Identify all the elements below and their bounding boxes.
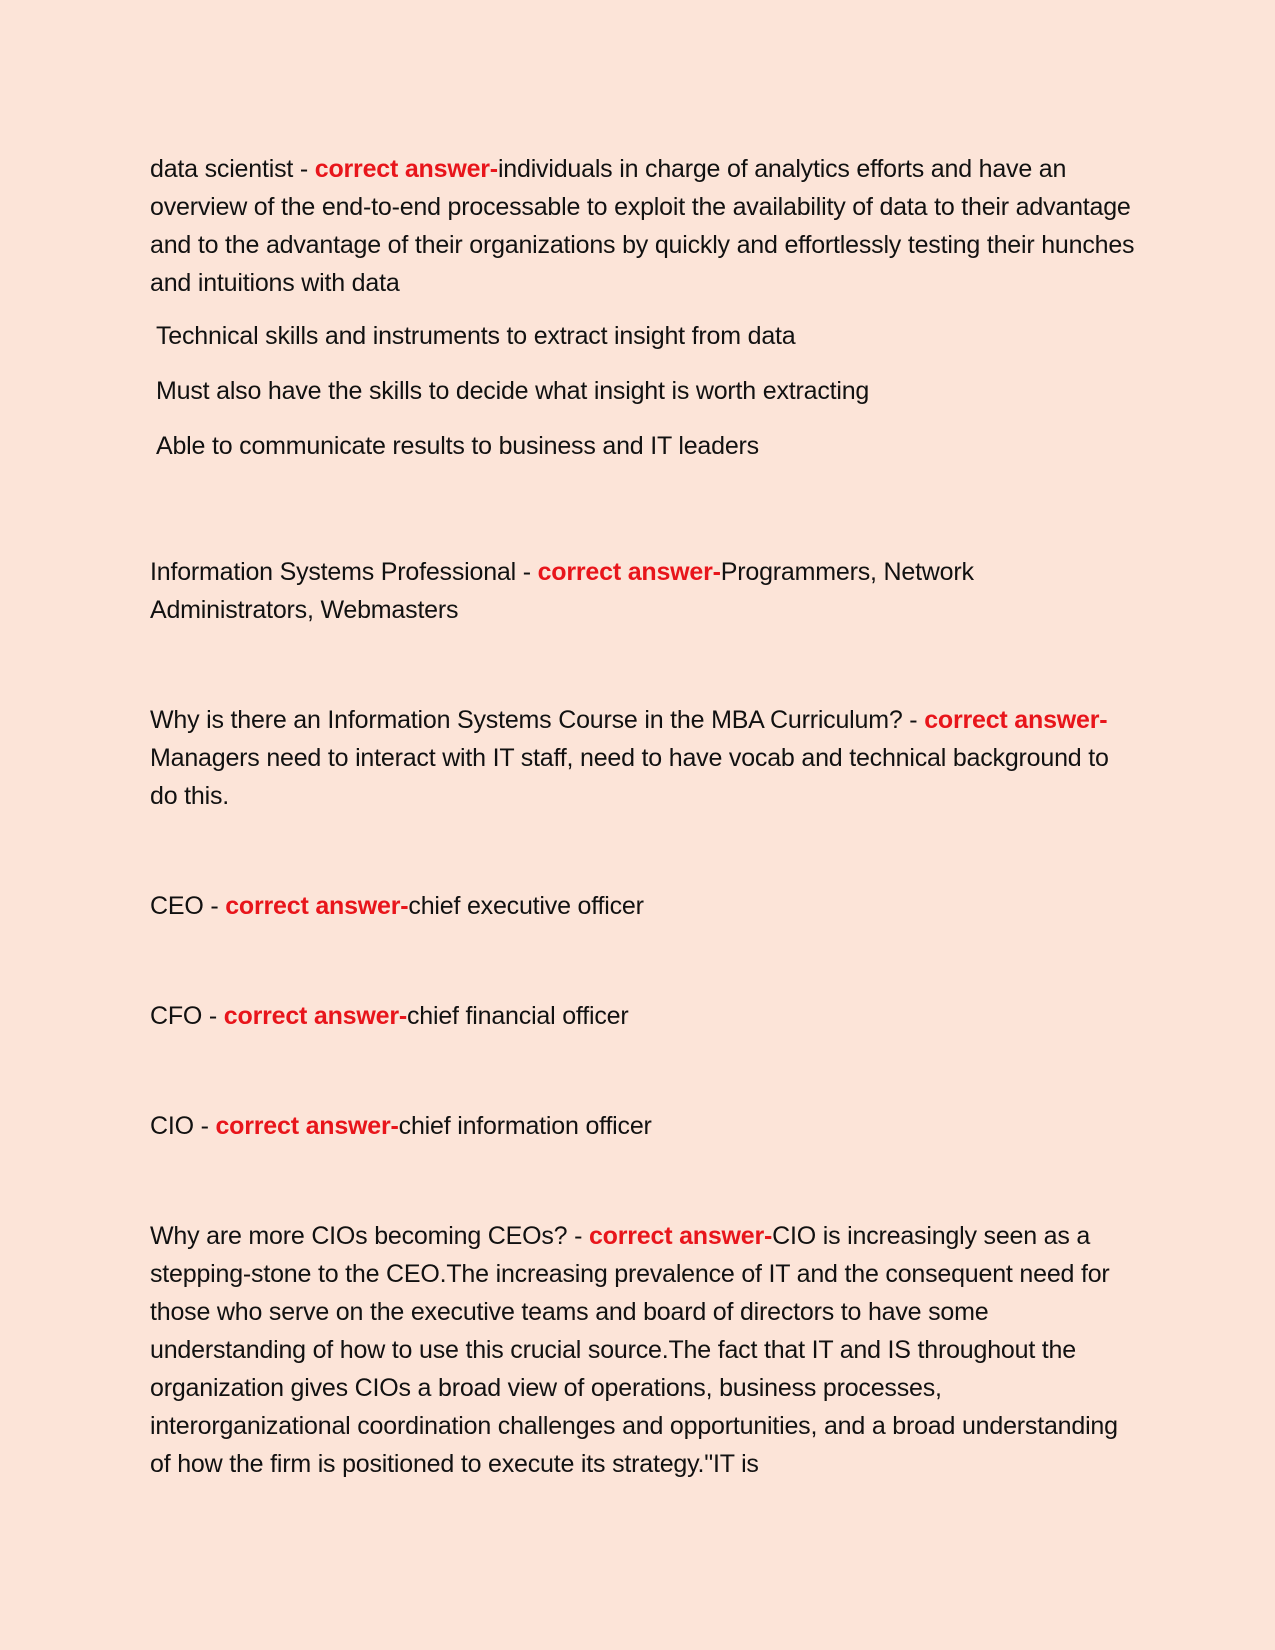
correct-answer-label: correct answer- (223, 1002, 407, 1030)
entry-term: CEO - (150, 892, 226, 920)
entry-definition: chief executive officer (408, 892, 644, 920)
entry-term: Why is there an Information Systems Course in the MBA Curriculum? - (150, 706, 925, 734)
correct-answer-label: correct answer- (537, 558, 721, 586)
entry-term: CFO - (150, 1002, 224, 1030)
spacer (150, 925, 1140, 997)
entry-definition: Managers need to interact with IT staff, need to have vocab and technical background to do this. (150, 744, 1109, 810)
entry-term: CIO - (150, 1112, 216, 1140)
entry-definition: individuals in charge of analytics efforts and have an overview of the end-to-end processable to exploit the availability of data to their advantage and to the advantage of their organizations by quickly and effortlessly testing their hunches and intuitions with data (150, 155, 1135, 297)
entry-mba-curriculum (150, 701, 1140, 815)
entry-cio (150, 1107, 1140, 1145)
entry-ceo (150, 887, 1140, 925)
correct-answer-label: correct answer- (924, 706, 1108, 734)
entry-definition: Programmers, Network Administrators, Webmasters (150, 558, 974, 624)
flashcard-list (150, 150, 1140, 1483)
correct-answer-label: correct answer- (215, 1112, 399, 1140)
spacer (150, 815, 1140, 887)
entry-definition: chief financial officer (407, 1002, 629, 1030)
entry-data-scientist (150, 150, 1140, 302)
correct-answer-label: correct answer- (588, 1222, 773, 1250)
entry-cios-becoming-ceos (150, 1217, 1140, 1483)
entry-term: Information Systems Professional - (150, 558, 538, 586)
entry-definition: chief information officer (398, 1112, 652, 1140)
detail-line: Must also have the skills to decide what insight is worth extracting (156, 377, 870, 405)
entry-term: Why are more CIOs becoming CEOs? - (150, 1222, 589, 1250)
correct-answer-label: correct answer- (314, 155, 498, 183)
entry-is-professional (150, 553, 1140, 629)
entry-cfo (150, 997, 1140, 1035)
detail-line: Technical skills and instruments to extract insight from data (156, 322, 796, 350)
correct-answer-label: correct answer- (225, 892, 409, 920)
spacer (150, 1145, 1140, 1217)
entry-definition: CIO is increasingly seen as a stepping-stone to the CEO.The increasing prevalence of IT and the consequent need for those who serve on the executive teams and board of directors to have some understanding of how to use this crucial source.The fact that IT and IS throughout the organization gives CIOs a broad view of operations, business processes, interorganizational coordination challenges and opportunities, and a broad understanding of how the firm is positioned to execute its strategy."IT is (150, 1222, 1118, 1478)
spacer (150, 629, 1140, 701)
spacer (150, 465, 1140, 553)
entry-term: data scientist - (150, 155, 315, 183)
spacer (150, 1035, 1140, 1107)
detail-line: Able to communicate results to business and IT leaders (156, 432, 759, 460)
